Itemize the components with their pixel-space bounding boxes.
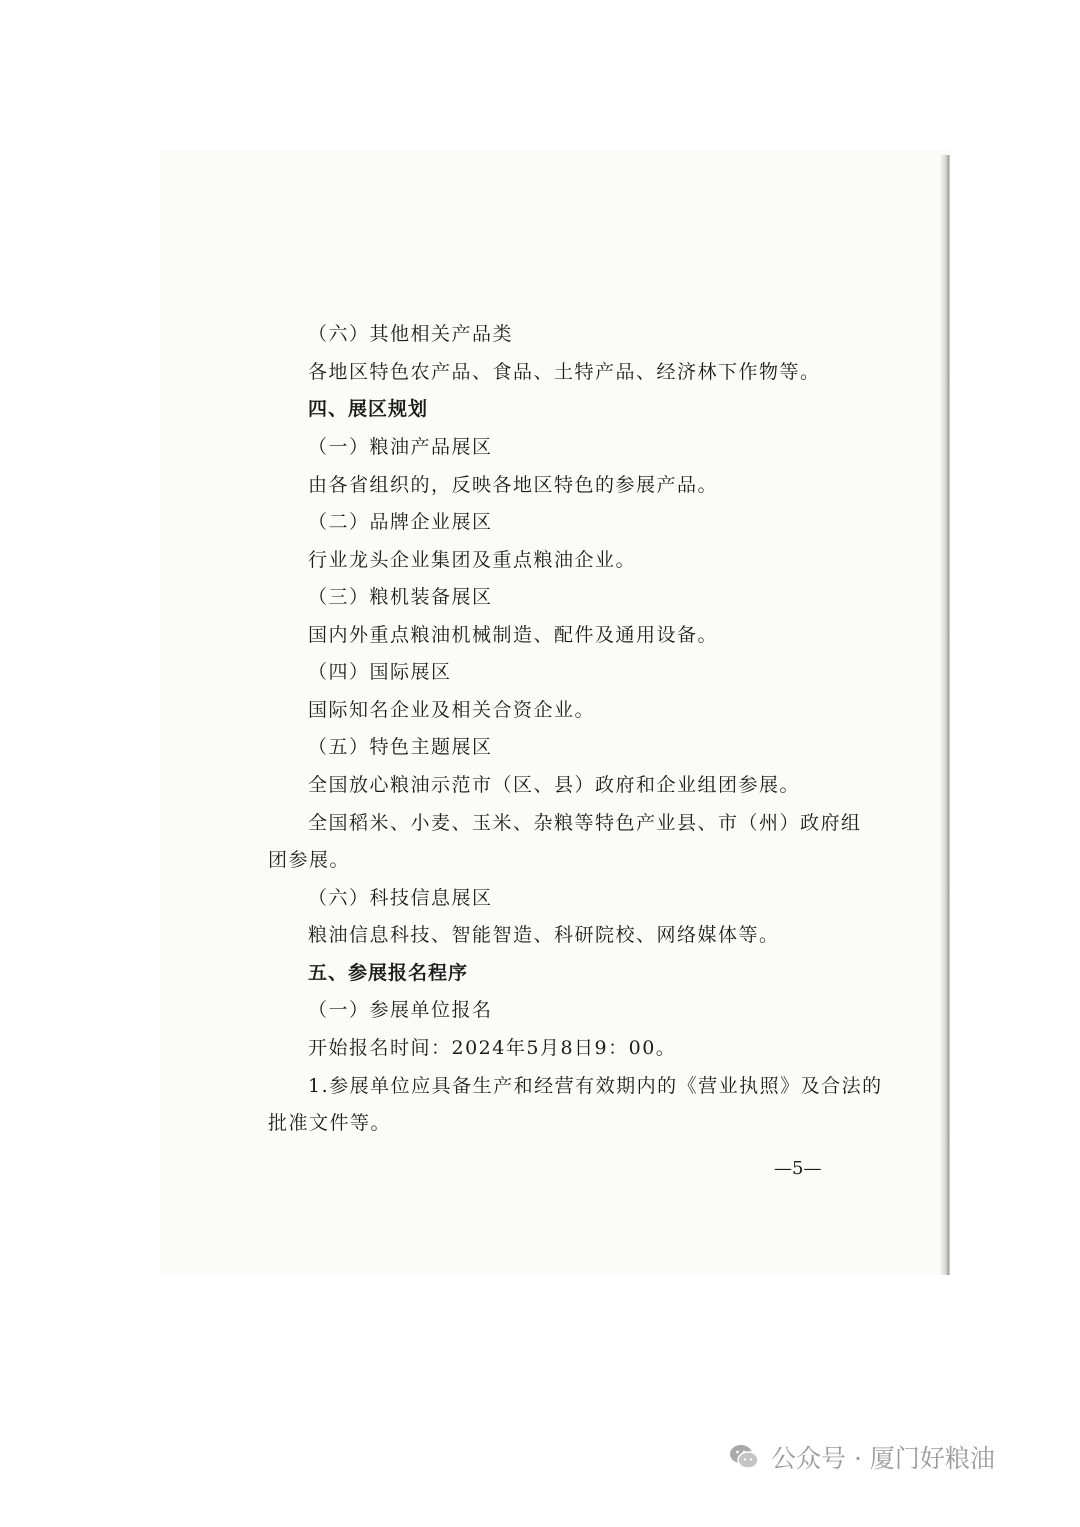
paragraph-requirement-1-cont: 批准文件等。 bbox=[268, 1112, 392, 1134]
paragraph-grain-oil-zone: 由各省组织的，反映各地区特色的参展产品。 bbox=[308, 474, 719, 496]
paragraph-tech-zone: 粮油信息科技、智能智造、科研院校、网络媒体等。 bbox=[308, 924, 780, 946]
paragraph-machinery-zone: 国内外重点粮油机械制造、配件及通用设备。 bbox=[308, 624, 719, 646]
subheading-tech-zone: （六）科技信息展区 bbox=[308, 887, 493, 909]
wechat-icon bbox=[727, 1440, 761, 1474]
subheading-theme-zone: （五）特色主题展区 bbox=[308, 736, 493, 758]
paragraph-international-zone: 国际知名企业及相关合资企业。 bbox=[308, 699, 596, 721]
subheading-brand-zone: （二）品牌企业展区 bbox=[308, 511, 493, 533]
subheading-grain-oil-zone: （一）粮油产品展区 bbox=[308, 436, 493, 458]
watermark bbox=[727, 1437, 995, 1477]
paragraph-requirement-1: 1.参展单位应具备生产和经营有效期内的《营业执照》及合法的 bbox=[308, 1075, 883, 1097]
page-number: —5— bbox=[774, 1158, 822, 1179]
paragraph-other-products: 各地区特色农产品、食品、土特产品、经济林下作物等。 bbox=[308, 361, 821, 383]
page-edge-shadow bbox=[940, 155, 950, 1275]
subheading-machinery-zone: （三）粮机装备展区 bbox=[308, 586, 493, 608]
section-heading-exhibition-zones: 四、展区规划 bbox=[308, 398, 429, 420]
subheading-other-products: （六）其他相关产品类 bbox=[308, 323, 514, 345]
paragraph-brand-zone: 行业龙头企业集团及重点粮油企业。 bbox=[308, 549, 637, 571]
subheading-exhibitor-registration: （一）参展单位报名 bbox=[308, 999, 493, 1021]
watermark-text: 公众号 · 厦门好粮油 bbox=[771, 1444, 995, 1473]
section-heading-registration: 五、参展报名程序 bbox=[308, 962, 469, 984]
paragraph-registration-time: 开始报名时间：2024年5月8日9：00。 bbox=[308, 1037, 677, 1059]
paragraph-theme-zone-2-cont: 团参展。 bbox=[268, 849, 351, 871]
paragraph-theme-zone-2: 全国稻米、小麦、玉米、杂粮等特色产业县、市（州）政府组 bbox=[308, 812, 862, 834]
paragraph-theme-zone-1: 全国放心粮油示范市（区、县）政府和企业组团参展。 bbox=[308, 774, 801, 796]
subheading-international-zone: （四）国际展区 bbox=[308, 661, 452, 683]
